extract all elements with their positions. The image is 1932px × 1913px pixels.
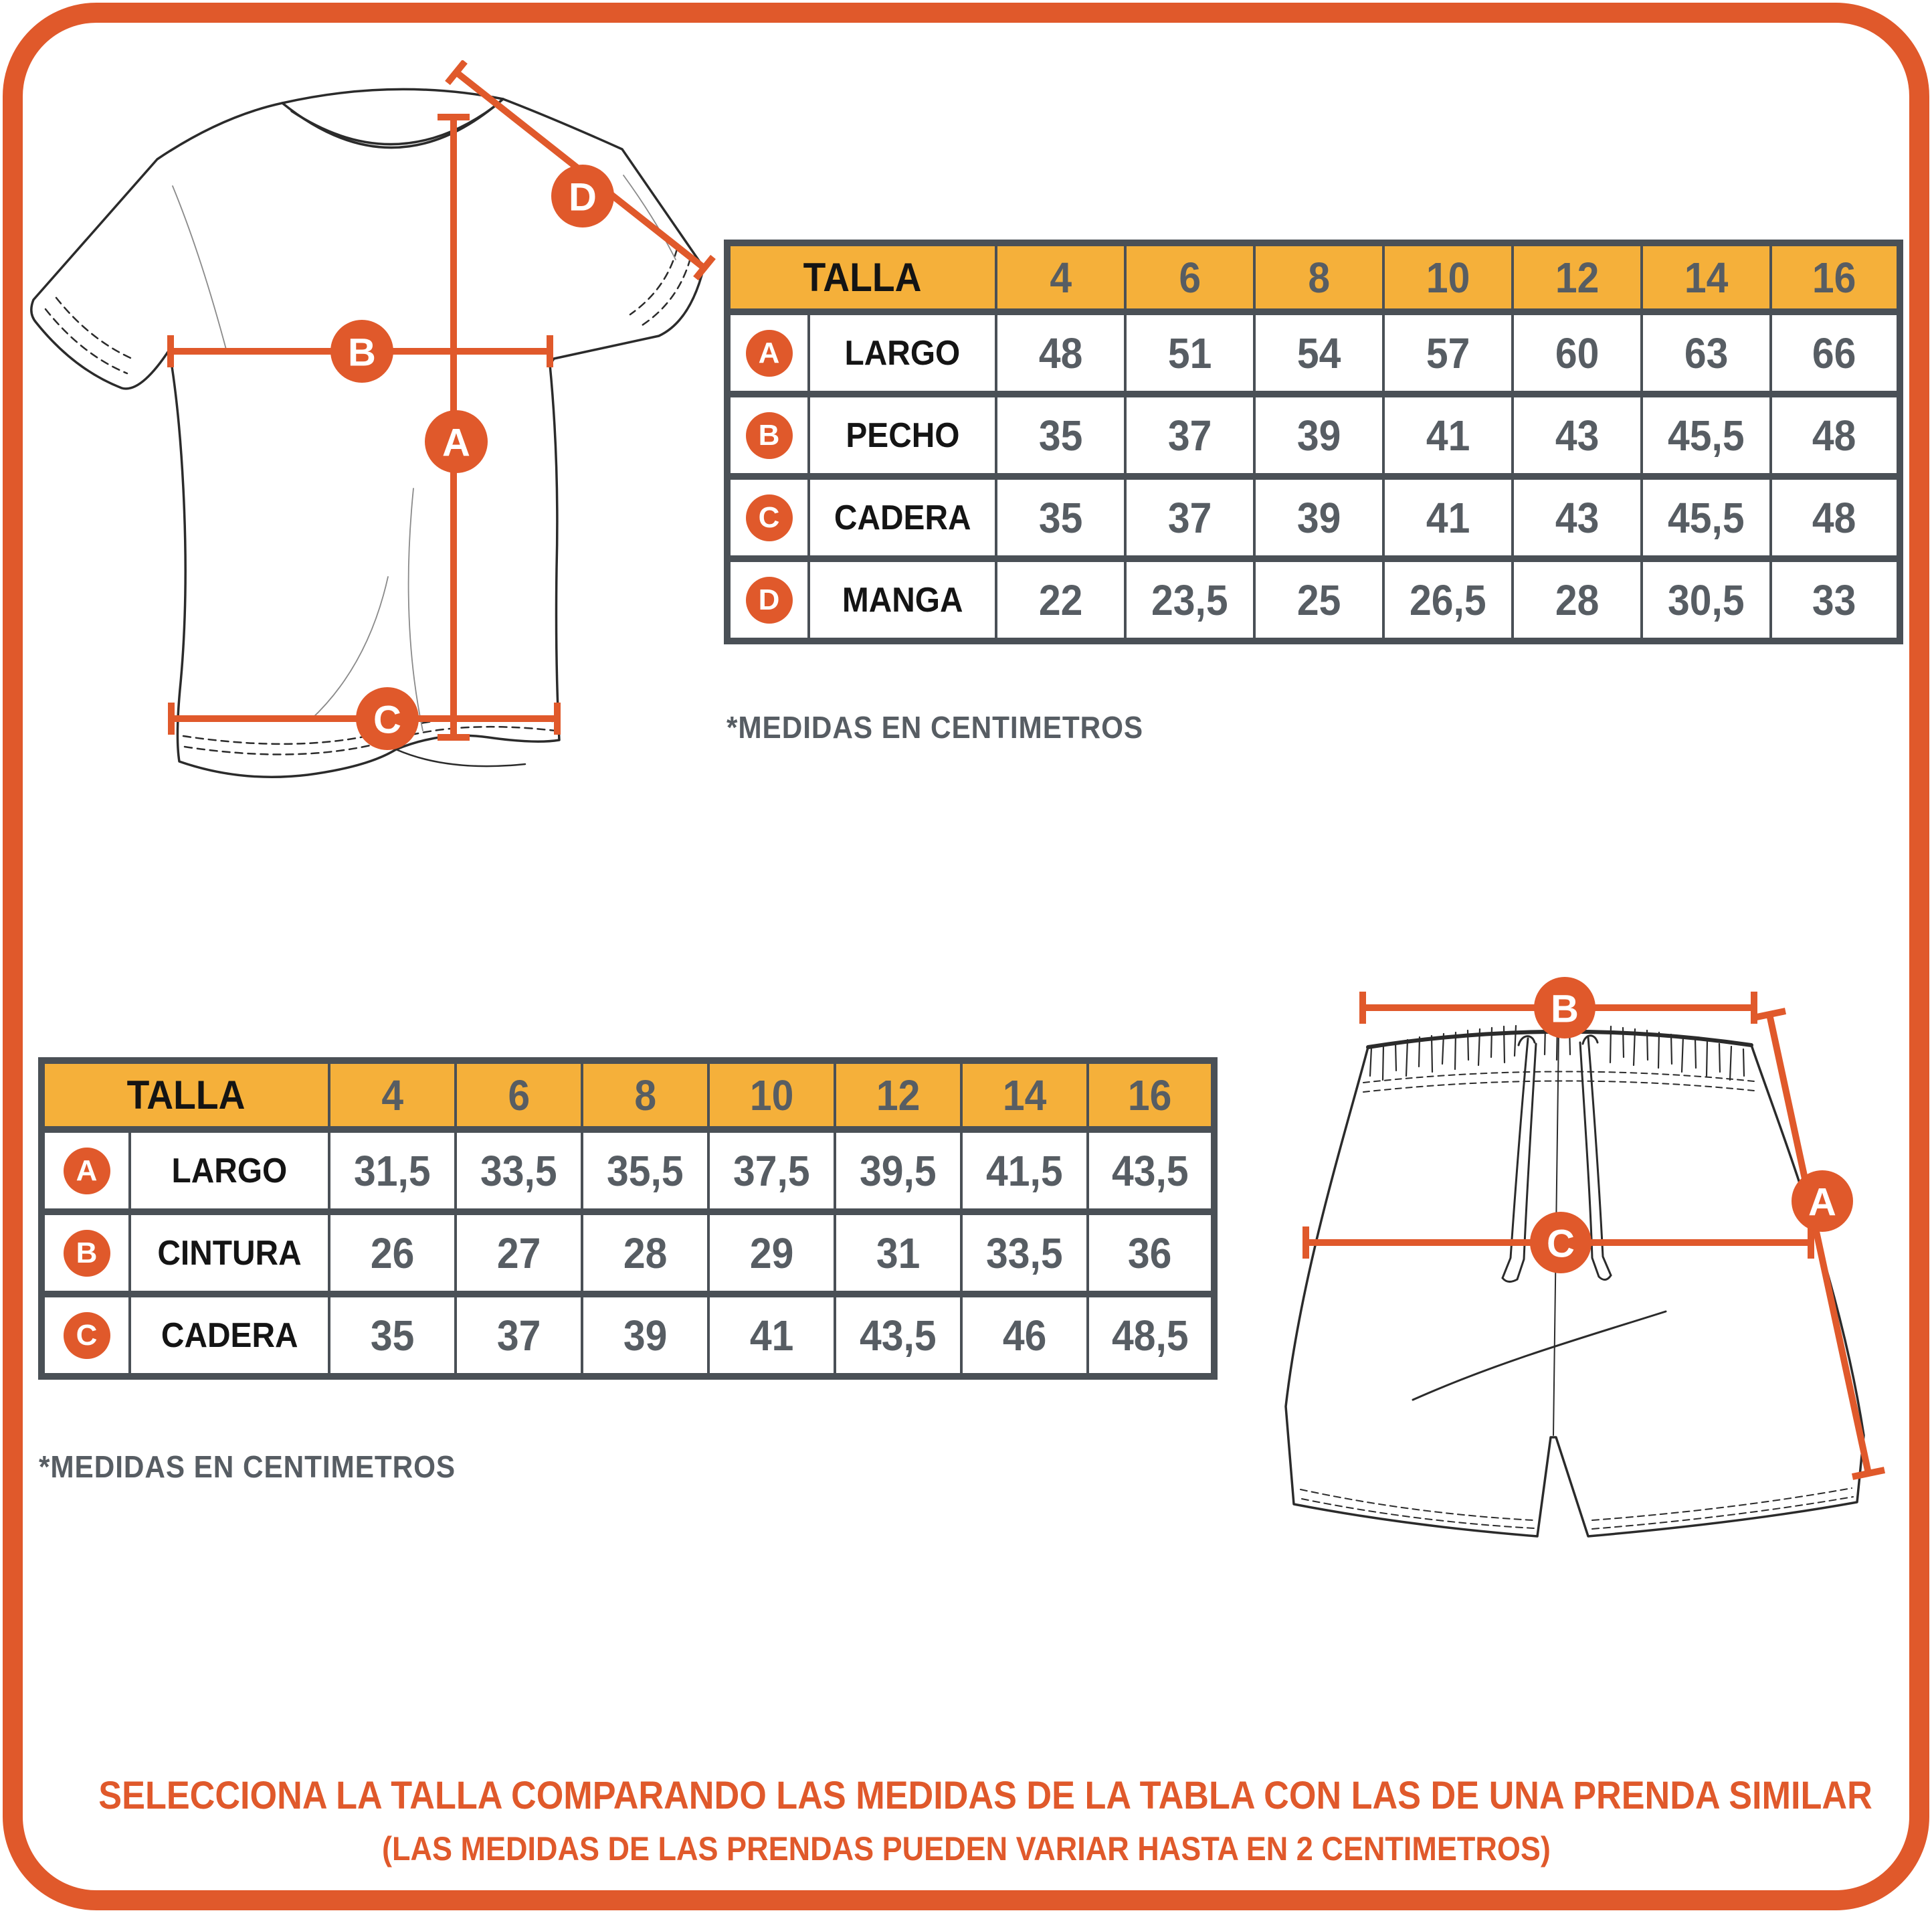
value-cell [1642,394,1771,476]
value-cell [708,1129,835,1212]
tshirt-size-table [724,240,1903,644]
value-cell [1513,559,1642,641]
value: 26 [370,1228,415,1277]
value-cell [1771,559,1900,641]
value: 31 [876,1228,921,1277]
size-header-cell [1125,243,1254,312]
table-row-largo [41,1129,1214,1212]
row-label: LARGO [844,333,961,373]
table-row-cintura [41,1212,1214,1294]
value: 35 [1038,493,1083,542]
marker-d-letter: D [569,175,597,219]
value-cell [1513,394,1642,476]
value: 39 [1296,411,1341,460]
shorts-outline [1286,1024,1864,1536]
value-cell [456,1129,582,1212]
value: 41 [1426,411,1470,460]
size-header-cell [1771,243,1900,312]
row-label: MANGA [842,580,963,620]
size-header: 16 [1812,253,1856,302]
value: 31,5 [354,1146,431,1195]
row-a-badge: A [64,1148,110,1194]
value: 39 [623,1311,668,1360]
shorts-drawing [1238,970,1927,1646]
value: 60 [1555,329,1600,377]
talla-header-cell [41,1061,329,1129]
value: 48 [1812,493,1856,542]
row-label: PECHO [845,416,960,455]
size-header-cell [835,1061,961,1129]
marker-a-letter: A [1808,1180,1836,1224]
row-label: CINTURA [157,1233,302,1273]
value-cell [456,1212,582,1294]
size-header: 12 [876,1071,921,1119]
size-header: 4 [381,1071,403,1119]
value: 43,5 [1111,1146,1189,1195]
value: 35 [370,1311,415,1360]
value-cell [1254,559,1383,641]
value: 45,5 [1668,493,1745,542]
size-header-cell [582,1061,708,1129]
value-cell [1383,476,1513,559]
value-cell [961,1294,1088,1376]
value: 35,5 [607,1146,684,1195]
value-cell [1125,559,1254,641]
tshirt-units-note [727,709,1179,745]
talla-header-label: TALLA [127,1073,246,1117]
value-cell [996,394,1125,476]
row-label: CADERA [834,498,971,537]
size-header: 14 [1684,253,1729,302]
value-cell [961,1212,1088,1294]
label-cell [809,312,996,394]
value-cell [1513,312,1642,394]
label-cell [809,559,996,641]
size-header: 4 [1050,253,1072,302]
size-header: 8 [1308,253,1330,302]
value: 48 [1812,411,1856,460]
value-cell [1088,1129,1214,1212]
marker-b-letter: B [348,331,376,375]
value: 33 [1812,575,1856,624]
value-cell [329,1129,456,1212]
size-header-cell [1642,243,1771,312]
marker-c-letter: C [1547,1222,1575,1266]
value: 37,5 [733,1146,810,1195]
value-cell [708,1212,835,1294]
row-c-badge: C [746,494,793,541]
value-cell [835,1294,961,1376]
value: 37 [496,1311,541,1360]
value-cell [996,559,1125,641]
value: 33,5 [480,1146,557,1195]
value-cell [1513,476,1642,559]
value-cell [1088,1212,1214,1294]
value: 54 [1296,329,1341,377]
footer-disclaimer-text: (LAS MEDIDAS DE LAS PRENDAS PUEDEN VARIAR HASTA EN 2 CENTIMETROS) [381,1830,1551,1868]
value: 51 [1167,329,1212,377]
talla-header-label: TALLA [803,255,922,300]
value-cell [582,1129,708,1212]
badge-cell [727,559,809,641]
value: 36 [1128,1228,1172,1277]
shorts-size-table [38,1057,1218,1380]
row-d-badge: D [746,577,793,624]
size-header-cell [1383,243,1513,312]
badge-cell [41,1294,130,1376]
row-label: LARGO [171,1151,288,1190]
row-b-badge: B [64,1230,110,1277]
value-cell [1254,394,1383,476]
value-cell [1125,476,1254,559]
value-cell [1125,312,1254,394]
badge-cell [41,1212,130,1294]
row-a-badge: A [746,330,793,377]
value-cell [1088,1294,1214,1376]
value: 39 [1296,493,1341,542]
size-header-cell [961,1061,1088,1129]
row-label: CADERA [161,1315,298,1355]
value: 33,5 [986,1228,1063,1277]
size-header: 8 [634,1071,656,1119]
value-cell [1642,559,1771,641]
size-header: 10 [1426,253,1470,302]
footer-disclaimer [0,1829,1932,1868]
value: 26,5 [1410,575,1486,624]
value-cell [1642,312,1771,394]
marker-a-letter: A [442,421,470,465]
value: 41,5 [986,1146,1063,1195]
value-cell [456,1294,582,1376]
badge-cell [727,312,809,394]
value-cell [1771,476,1900,559]
value-cell [835,1212,961,1294]
value: 30,5 [1668,575,1745,624]
value: 28 [1555,575,1600,624]
value: 45,5 [1668,411,1745,460]
size-header-cell [1254,243,1383,312]
shorts-table-header-row [41,1061,1214,1129]
value: 41 [749,1311,794,1360]
units-note-text: *MEDIDAS EN CENTIMETROS [727,710,1144,745]
table-row-manga [727,559,1900,641]
value: 29 [749,1228,794,1277]
value-cell [1642,476,1771,559]
table-row-cadera [41,1294,1214,1376]
label-cell [130,1212,329,1294]
marker-b-letter: B [1551,987,1579,1031]
value: 39,5 [860,1146,937,1195]
value: 25 [1296,575,1341,624]
tshirt-drawing [20,60,729,810]
units-note-text: *MEDIDAS EN CENTIMETROS [39,1449,456,1484]
value-cell [1254,476,1383,559]
size-header: 12 [1555,253,1600,302]
value: 41 [1426,493,1470,542]
value: 43 [1555,411,1600,460]
value: 27 [496,1228,541,1277]
size-header: 16 [1128,1071,1172,1119]
value-cell [996,312,1125,394]
size-header: 6 [508,1071,530,1119]
value-cell [1383,559,1513,641]
value: 46 [1002,1311,1047,1360]
shorts-units-note [39,1449,492,1485]
value: 48,5 [1111,1311,1189,1360]
value-cell [1383,394,1513,476]
value: 28 [623,1228,668,1277]
size-header-cell [456,1061,582,1129]
label-cell [130,1129,329,1212]
value: 57 [1426,329,1470,377]
value: 48 [1038,329,1083,377]
value-cell [1771,394,1900,476]
size-header-cell [708,1061,835,1129]
label-cell [809,394,996,476]
size-header-cell [329,1061,456,1129]
size-header-cell [1513,243,1642,312]
footer-instruction [0,1773,1932,1818]
label-cell [130,1294,329,1376]
value-cell [329,1212,456,1294]
label-cell [809,476,996,559]
row-b-badge: B [746,412,793,459]
value-cell [1771,312,1900,394]
size-header: 6 [1179,253,1201,302]
value-cell [582,1294,708,1376]
value: 43 [1555,493,1600,542]
size-header-cell [1088,1061,1214,1129]
talla-header-cell [727,243,996,312]
row-c-badge: C [64,1312,110,1359]
value-cell [1254,312,1383,394]
value-cell [708,1294,835,1376]
footer-instruction-text: SELECCIONA LA TALLA COMPARANDO LAS MEDIDAS DE LA TABLA CON LAS DE UNA PRENDA SIMILAR [98,1774,1872,1817]
value: 22 [1038,575,1083,624]
marker-c-letter: C [373,698,401,742]
value-cell [996,476,1125,559]
value-cell [835,1129,961,1212]
value: 63 [1684,329,1729,377]
badge-cell [727,394,809,476]
value: 35 [1038,411,1083,460]
value-cell [1383,312,1513,394]
table-row-cadera [727,476,1900,559]
size-header: 10 [749,1071,794,1119]
value: 43,5 [860,1311,937,1360]
value: 37 [1167,493,1212,542]
value-cell [329,1294,456,1376]
value-cell [582,1212,708,1294]
value: 37 [1167,411,1212,460]
table-row-pecho [727,394,1900,476]
badge-cell [41,1129,130,1212]
size-header: 14 [1002,1071,1047,1119]
value-cell [961,1129,1088,1212]
tshirt-table-header-row [727,243,1900,312]
value-cell [1125,394,1254,476]
table-row-largo [727,312,1900,394]
hem-fold-line [396,749,525,766]
value: 66 [1812,329,1856,377]
value: 23,5 [1151,575,1228,624]
size-header-cell [996,243,1125,312]
badge-cell [727,476,809,559]
